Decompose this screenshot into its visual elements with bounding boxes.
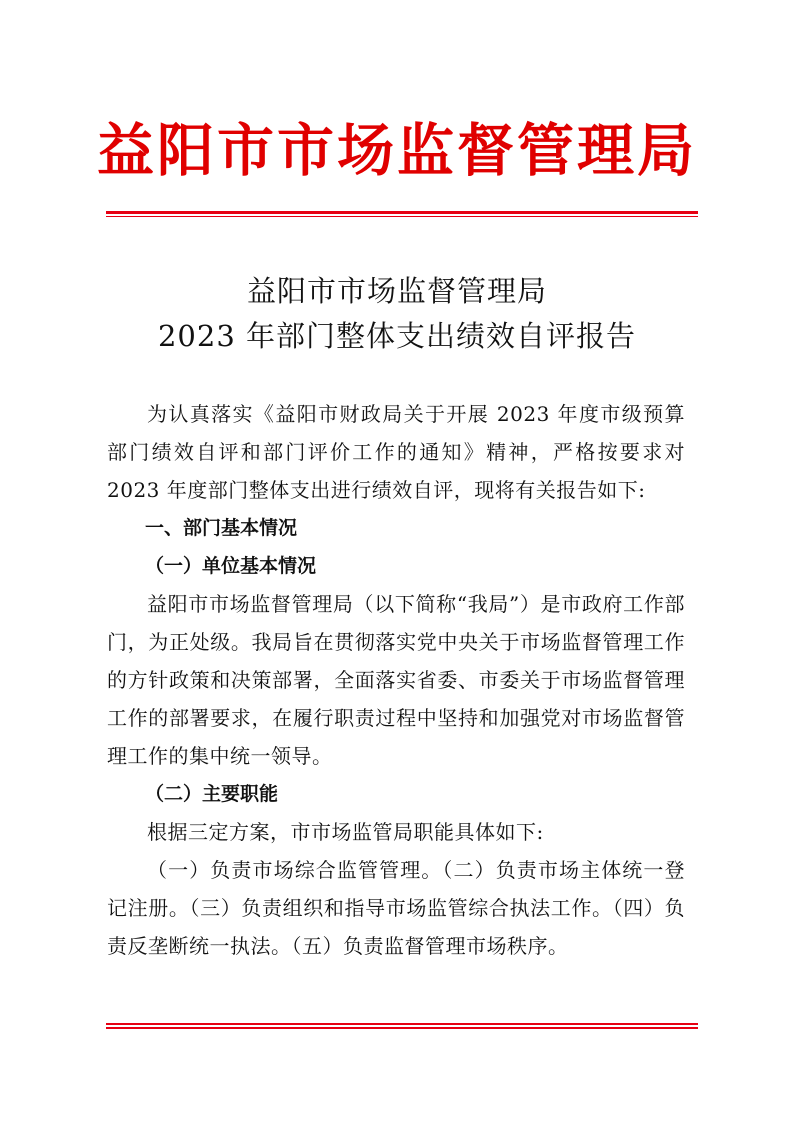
report-title-line-2: 2023 年部门整体支出绩效自评报告 [157,319,637,353]
footer-red-rule-bottom [106,1027,698,1029]
report-title-line-1: 益阳市市场监督管理局 [246,274,547,308]
functions-intro-paragraph: 根据三定方案，市市场监管局职能具体如下: [147,820,544,844]
section-heading-basic-info: 一、部门基本情况 [145,517,298,539]
report-body [107,395,685,965]
footer-red-rule-top [106,1023,698,1025]
header-red-rule-thin [106,216,698,217]
intro-paragraph: 为认真落实《益阳市财政局关于开展 2023 年度市级预算部门绩效自评和部门评价工作的通知》精神，严格按要求对 2023 年度部门整体支出进行绩效自评，现将有关报告如下: [107,402,685,502]
subsection-heading-main-functions: （二）主要职能 [145,783,279,805]
subsection-heading-unit-info: （一）单位基本情况 [145,555,317,577]
unit-info-paragraph: 益阳市市场监督管理局（以下简称“我局”）是市政府工作部门，为正处级。我局旨在贯彻落实党中央关于市场监督管理工作的方针政策和决策部署，全面落实省委、市委关于市场监督管理工作的部署要求，在履行职责过程中坚持和加强党对市场监督管理工作的集中统一领导。 [107,592,685,768]
letterhead-title: 益阳市市场监督管理局 [97,117,697,184]
functions-list-paragraph: （一）负责市场综合监管管理。（二）负责市场主体统一登记注册。（三）负责组织和指导市场监管综合执法工作。（四）负责反垄断统一执法。（五）负责监督管理市场秩序。 [107,858,685,958]
header-red-rule-thick [106,211,698,214]
